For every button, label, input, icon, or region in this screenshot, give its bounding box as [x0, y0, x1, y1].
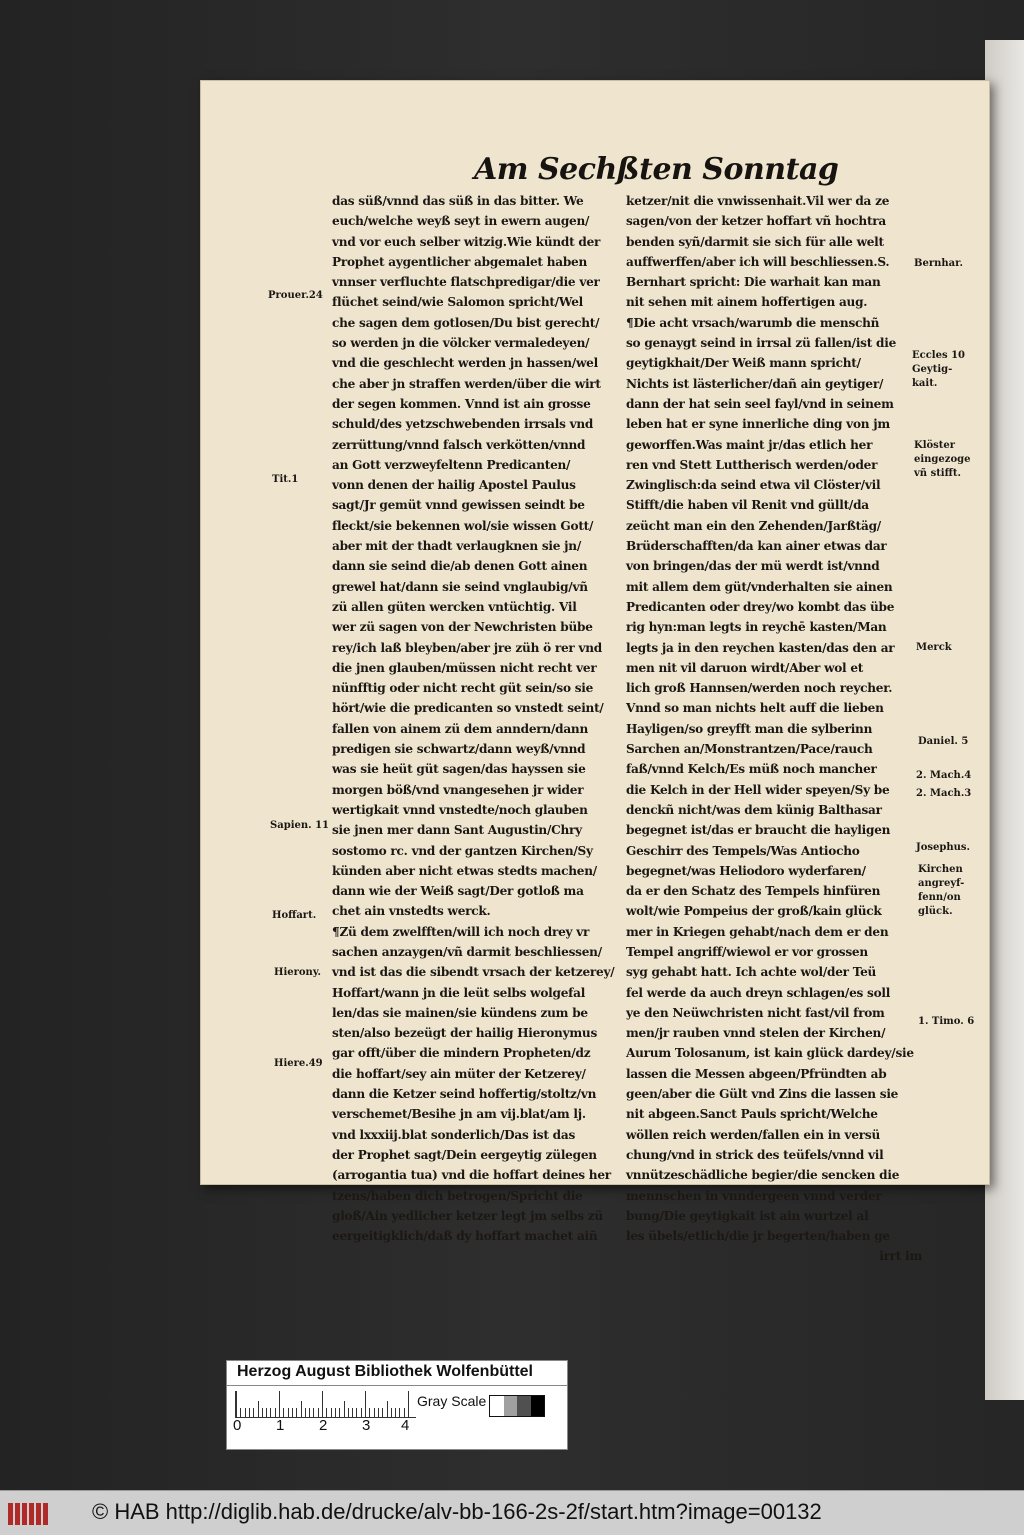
text-line: Vnnd so man nichts helt auff die lieben — [626, 701, 884, 716]
ruler-tick — [296, 1408, 297, 1417]
text-line: mer in Kriegen gehabt/nach dem er den — [626, 924, 889, 939]
left-text-column — [332, 191, 614, 1246]
ruler-tick — [258, 1401, 259, 1417]
margin-note-hierony: Hierony. — [274, 967, 321, 978]
margin-note-merck: Merck — [916, 642, 952, 653]
margin-note-eccles: Eccles 10 — [912, 350, 965, 361]
text-line: len/das sie mainen/sie kündens zum be — [332, 1005, 588, 1020]
text-line: Nichts ist lästerlicher/dañ ain geytiger/ — [626, 376, 884, 391]
margin-note-bernhar: Bernhar. — [914, 258, 963, 269]
text-line: nit sehen mit ainem hoffertigen aug. — [626, 295, 868, 310]
logo-bar — [8, 1503, 13, 1525]
scale-divider — [227, 1385, 567, 1386]
text-line: Bernhart spricht: Die warhait kan man — [626, 275, 881, 290]
ruler-tick — [313, 1408, 314, 1417]
text-line: sostomo rc. vnd der gantzen Kirchen/Sy — [332, 843, 593, 858]
ruler-tick — [305, 1408, 306, 1417]
text-line: der segen kommen. Vnnd ist ain grosse — [332, 396, 591, 411]
text-line: benden syñ/darmit sie sich für alle welt — [626, 234, 884, 249]
text-line: dann der hat sein seel fayl/vnd in seinem — [626, 396, 894, 411]
ruler-number: 0 — [233, 1417, 242, 1434]
text-line: vnd lxxxiij.blat sonderlich/Das ist das — [332, 1127, 576, 1142]
text-line: ketzer/nit die vnwissenhait.Vil wer da ze — [626, 194, 890, 208]
ruler-tick — [331, 1408, 332, 1417]
text-line: (arrogantia tua) vnd die hoffart deines her — [332, 1168, 611, 1183]
text-line: von bringen/das der mü werdt ist/vnnd — [626, 559, 880, 574]
text-line: nit abgeen.Sanct Pauls spricht/Welche — [626, 1107, 878, 1122]
ruler-tick — [283, 1408, 284, 1417]
text-line: das süß/vnnd das süß in das bitter. We — [332, 194, 584, 208]
margin-note-kirchen-4: glück. — [918, 906, 953, 917]
ruler-tick — [309, 1408, 310, 1417]
text-line: der Prophet sagt/Dein eergeytig zülegen — [332, 1147, 597, 1162]
text-line: fleckt/sie bekennen wol/sie wissen Gott/ — [332, 518, 594, 533]
text-line: predigen sie schwartz/dann weyß/vnnd — [332, 742, 586, 757]
text-line: vnd die geschlecht werden jn hassen/wel — [332, 356, 598, 371]
ruler-tick — [322, 1391, 323, 1417]
text-line: mennschen in vnndergeen vnnd verder — [626, 1188, 882, 1203]
margin-note-geytig: Geytig- — [912, 364, 953, 375]
margin-note-tit: Tit.1 — [272, 474, 299, 485]
text-line: die hoffart/sey ain müter der Ketzerey/ — [332, 1066, 586, 1081]
page-heading: Am Sechßten Sonntag — [474, 152, 839, 187]
text-line: les übels/etlich/die jr begerten/haben ge — [626, 1229, 890, 1244]
margin-note-kloster-1: Klöster — [914, 440, 956, 451]
text-line: geytigkhait/Der Weiß mann spricht/ — [626, 356, 861, 371]
text-line: rey/ich laß bleyben/aber jre züh ö rer vnd — [332, 640, 603, 655]
text-line: Prophet aygentlicher abgemalet haben — [332, 254, 588, 269]
text-line: wer zü sagen von der Newchristen bübe — [332, 620, 593, 635]
margin-note-josephus: Josephus. — [916, 842, 971, 853]
ruler-tick — [335, 1408, 336, 1417]
text-line: Zwinglisch:da seind etwa vil Clöster/vil — [626, 478, 881, 493]
ruler-tick — [356, 1408, 357, 1417]
text-line: syg gehabt hatt. Ich achte wol/der Teü — [626, 965, 877, 980]
text-line: die Kelch in der Hell wider speyen/Sy be — [626, 782, 890, 797]
text-line: Hayligen/so greyfft man die sylberinn — [626, 721, 873, 736]
text-line: men nit vil daruon wirdt/Aber wol et — [626, 660, 864, 675]
text-line: fel werde da auch dreyn schlagen/es soll — [626, 985, 891, 1000]
text-line: flüchet seind/wie Salomon spricht/Wel — [332, 295, 584, 310]
text-line: lassen die Messen abgeen/Pfründten ab — [626, 1066, 887, 1081]
text-line: dann die Ketzer seind hoffertig/stoltz/vn — [332, 1087, 597, 1102]
text-line: legts ja in den reychen kasten/das den ar — [626, 640, 895, 655]
logo-bar — [29, 1503, 34, 1525]
text-line: ¶Zü dem zwelfften/will ich noch drey vr — [332, 924, 590, 939]
text-line: an Gott verzweyfeltenn Predicanten/ — [332, 457, 571, 472]
ruler-tick — [288, 1408, 289, 1417]
text-line: Aurum Tolosanum, ist kain glück dardey/sie — [626, 1046, 914, 1061]
text-line: Predicanten oder drey/wo kombt das übe — [626, 599, 895, 614]
ruler-tick — [391, 1408, 392, 1417]
text-line: che sagen dem gotlosen/Du bist gerecht/ — [332, 315, 600, 330]
text-line: wöllen reich werden/fallen ein in versü — [626, 1127, 880, 1142]
text-line: rig hyn:man legts in reychē kasten/Man — [626, 620, 887, 635]
ruler-tick — [236, 1391, 237, 1417]
text-line: dann wie der Weiß sagt/Der gotloß ma — [332, 884, 584, 899]
ruler-tick — [249, 1408, 250, 1417]
adjacent-page-edge — [985, 40, 1024, 1400]
margin-note-timo: 1. Timo. 6 — [918, 1016, 975, 1027]
text-line: hört/wie die predicanten so vnstedt seint/ — [332, 701, 604, 716]
ruler-tick — [382, 1408, 383, 1417]
text-line: was sie heüt güt sagen/das hayssen sie — [332, 762, 586, 777]
text-line: zü allen güten wercken vntüchtig. Vil — [332, 599, 577, 614]
ruler-number: 3 — [362, 1417, 371, 1434]
margin-note-mach-4: 2. Mach.4 — [916, 770, 972, 781]
ruler-tick — [266, 1408, 267, 1417]
ruler-tick — [253, 1408, 254, 1417]
text-line: Sarchen an/Monstrantzen/Pace/rauch — [626, 742, 873, 757]
gray-swatch — [490, 1396, 504, 1416]
color-scale-card — [226, 1360, 568, 1450]
text-line: ren vnd Stett Luttherisch werden/oder — [626, 457, 878, 472]
ruler-tick — [348, 1408, 349, 1417]
logo-bar — [22, 1503, 27, 1525]
gray-swatch — [531, 1396, 545, 1416]
text-line: sachen anzaygen/vñ darmit beschliessen/ — [332, 944, 602, 959]
ruler — [235, 1391, 416, 1418]
text-line: vnnützeschädliche begier/die sencken die — [626, 1168, 900, 1183]
ruler-tick — [399, 1408, 400, 1417]
margin-note-prouer: Prouer.24 — [268, 290, 323, 301]
text-line: sie jnen mer dann Sant Augustin/Chry — [332, 823, 582, 838]
ruler-tick — [339, 1408, 340, 1417]
ruler-tick — [318, 1408, 319, 1417]
text-line: die jnen glauben/müssen nicht recht ver — [332, 660, 597, 675]
text-line: nünfftig oder nicht recht güt sein/so sie — [332, 681, 594, 696]
text-line: leben hat er syne innerliche ding von jm — [626, 417, 890, 432]
text-line: gloß/Ain yedlicher ketzer legt jm selbs zü — [332, 1208, 603, 1223]
margin-note-hoffart: Hoffart. — [272, 910, 317, 921]
ruler-tick — [361, 1408, 362, 1417]
text-line: da er den Schatz des Tempels hinfüren — [626, 884, 881, 899]
text-line: zeücht man ein den Zehenden/Jarßtäg/ — [626, 518, 881, 533]
ruler-tick — [270, 1408, 271, 1417]
footer-bar — [0, 1490, 1024, 1535]
text-line: vnd ist das die sibendt vrsach der ketzerey/ — [332, 965, 615, 980]
footer-copyright-url[interactable]: © HAB http://diglib.hab.de/drucke/alv-bb-166-2s-2f/start.htm?image=00132 — [92, 1499, 822, 1524]
ruler-tick — [275, 1408, 276, 1417]
text-line: Hoffart/wann jn die leüt selbs wolgefal — [332, 985, 586, 1000]
margin-note-kirchen-1: Kirchen — [918, 864, 963, 875]
margin-note-kirchen-2: angreyf- — [918, 878, 965, 889]
text-line: Brüderschafften/da kan ainer etwas dar — [626, 539, 887, 554]
margin-note-daniel: Daniel. 5 — [918, 736, 969, 747]
text-line: faß/vnnd Kelch/Es müß noch mancher — [626, 762, 877, 777]
text-line: grewel hat/dann sie seind vnglaubig/vñ — [332, 579, 588, 594]
text-line: Stifft/die haben vil Renit vnd güllt/da — [626, 498, 869, 513]
ruler-tick — [395, 1408, 396, 1417]
ruler-tick — [352, 1408, 353, 1417]
text-line: künden aber nicht etwas stedts machen/ — [332, 863, 597, 878]
text-line: chung/vnd in strick des teüfels/vnnd vil — [626, 1147, 884, 1162]
gray-swatch — [517, 1396, 531, 1416]
hab-logo-icon — [8, 1503, 48, 1525]
text-line: eergeitigklich/daß dy hoffart machet aiñ — [332, 1229, 598, 1244]
text-line: fallen von ainem zü dem anndern/dann — [332, 721, 589, 736]
text-line: Tempel angriff/wiewol er vor grossen — [626, 944, 868, 959]
logo-bar — [36, 1503, 41, 1525]
text-line: schuld/des yetzschwebenden irrsals vnd — [332, 417, 594, 432]
gray-scale-swatches — [489, 1395, 545, 1417]
ruler-tick — [240, 1408, 241, 1417]
text-line: denckñ nicht/was dem künig Balthasar — [626, 802, 882, 817]
text-line: ye den Neüwchristen nicht fast/vil from — [626, 1005, 885, 1020]
margin-note-sapien: Sapien. 11 — [270, 820, 330, 831]
text-line: geworffen.Was maint jr/das etlich her — [626, 437, 873, 452]
ruler-tick — [245, 1408, 246, 1417]
margin-note-kirchen-3: fenn/on — [918, 892, 961, 903]
ruler-tick — [378, 1408, 379, 1417]
ruler-tick — [404, 1408, 405, 1417]
ruler-number: 4 — [401, 1417, 410, 1434]
text-line: so werden jn die völcker vermaledeyen/ — [332, 336, 590, 351]
gray-swatch — [504, 1396, 518, 1416]
text-line: begegnet/was Heliodoro wyderfaren/ — [626, 863, 866, 878]
institution-name: Herzog August Bibliothek Wolfenbüttel — [237, 1363, 533, 1380]
text-line: begegnet ist/das er braucht die hayligen — [626, 823, 891, 838]
margin-note-kloster-2: eingezoge — [914, 454, 971, 465]
text-line: wertigkait vnnd vnstedte/noch glauben — [332, 802, 588, 817]
ruler-number: 1 — [276, 1417, 285, 1434]
right-text-column — [626, 191, 922, 1267]
text-line: sten/also bezeügt der hailig Hieronymus — [332, 1026, 598, 1041]
text-line: Geschirr des Tempels/Was Antiocho — [626, 843, 860, 858]
catchword: irrt im — [879, 1249, 922, 1264]
text-line: men/jr rauben vnnd stelen der Kirchen/ — [626, 1026, 886, 1041]
text-line: gar offt/über die mindern Propheten/dz — [332, 1046, 591, 1061]
text-line: vonn denen der hailig Apostel Paulus — [332, 478, 576, 493]
text-line: vnd vor euch selber witzig.Wie kündt der — [332, 234, 601, 249]
ruler-tick — [365, 1391, 366, 1417]
text-line: bung/Die geytigkait ist ain wurtzel al — [626, 1208, 869, 1223]
text-line: euch/welche weyß seyt in ewern augen/ — [332, 214, 590, 229]
text-line: zerrüttung/vnnd falsch verkötten/vnnd — [332, 437, 586, 452]
text-line: tzens/haben dich betrogen/Spricht die — [332, 1188, 583, 1203]
gray-scale-label: Gray Scale — [417, 1393, 487, 1409]
text-line: morgen böß/vnd vnangesehen jr wider — [332, 782, 584, 797]
text-line: dann sie seind die/ab denen Gott ainen — [332, 559, 588, 574]
text-line: che aber jn straffen werden/über die wirt — [332, 376, 601, 391]
ruler-tick — [387, 1401, 388, 1417]
text-line: vnnser verfluchte flatschpredigar/die ver — [332, 275, 600, 290]
ruler-tick — [279, 1391, 280, 1417]
text-line: verschemet/Besihe jn am vij.blat/am lj. — [332, 1107, 586, 1122]
text-line: auffwerffen/aber ich will beschliessen.S. — [626, 254, 890, 269]
margin-note-mach-3: 2. Mach.3 — [916, 788, 972, 799]
text-line: geen/aber die Gült vnd Zins die lassen sie — [626, 1087, 899, 1102]
margin-note-kloster-3: vñ stifft. — [914, 468, 961, 479]
ruler-tick — [262, 1408, 263, 1417]
text-line: mit allem dem güt/vnderhalten sie ainen — [626, 579, 893, 594]
text-line: ¶Die acht vrsach/warumb die menschñ — [626, 315, 880, 330]
ruler-tick — [344, 1401, 345, 1417]
ruler-tick — [408, 1391, 409, 1417]
text-line: lich groß Hannsen/werden noch reycher. — [626, 681, 893, 696]
text-line: sagt/Jr gemüt vnnd gewissen seindt be — [332, 498, 585, 513]
ruler-tick — [326, 1408, 327, 1417]
ruler-tick — [369, 1408, 370, 1417]
ruler-number: 2 — [319, 1417, 328, 1434]
logo-bar — [43, 1503, 48, 1525]
ruler-tick — [374, 1408, 375, 1417]
ruler-tick — [301, 1401, 302, 1417]
text-line: aber mit der thadt verlaugknen sie jn/ — [332, 539, 581, 554]
margin-note-hiere: Hiere.49 — [274, 1058, 323, 1069]
text-line: sagen/von der ketzer hoffart vñ hochtra — [626, 214, 886, 229]
margin-note-kait: kait. — [912, 378, 938, 389]
logo-bar — [15, 1503, 20, 1525]
text-line: wolt/wie Pompeius der groß/kain glück — [626, 904, 882, 919]
text-line: so genaygt seind in irrsal zü fallen/ist die — [626, 336, 897, 351]
text-line: chet ain vnstedts werck. — [332, 904, 491, 919]
ruler-tick — [292, 1408, 293, 1417]
